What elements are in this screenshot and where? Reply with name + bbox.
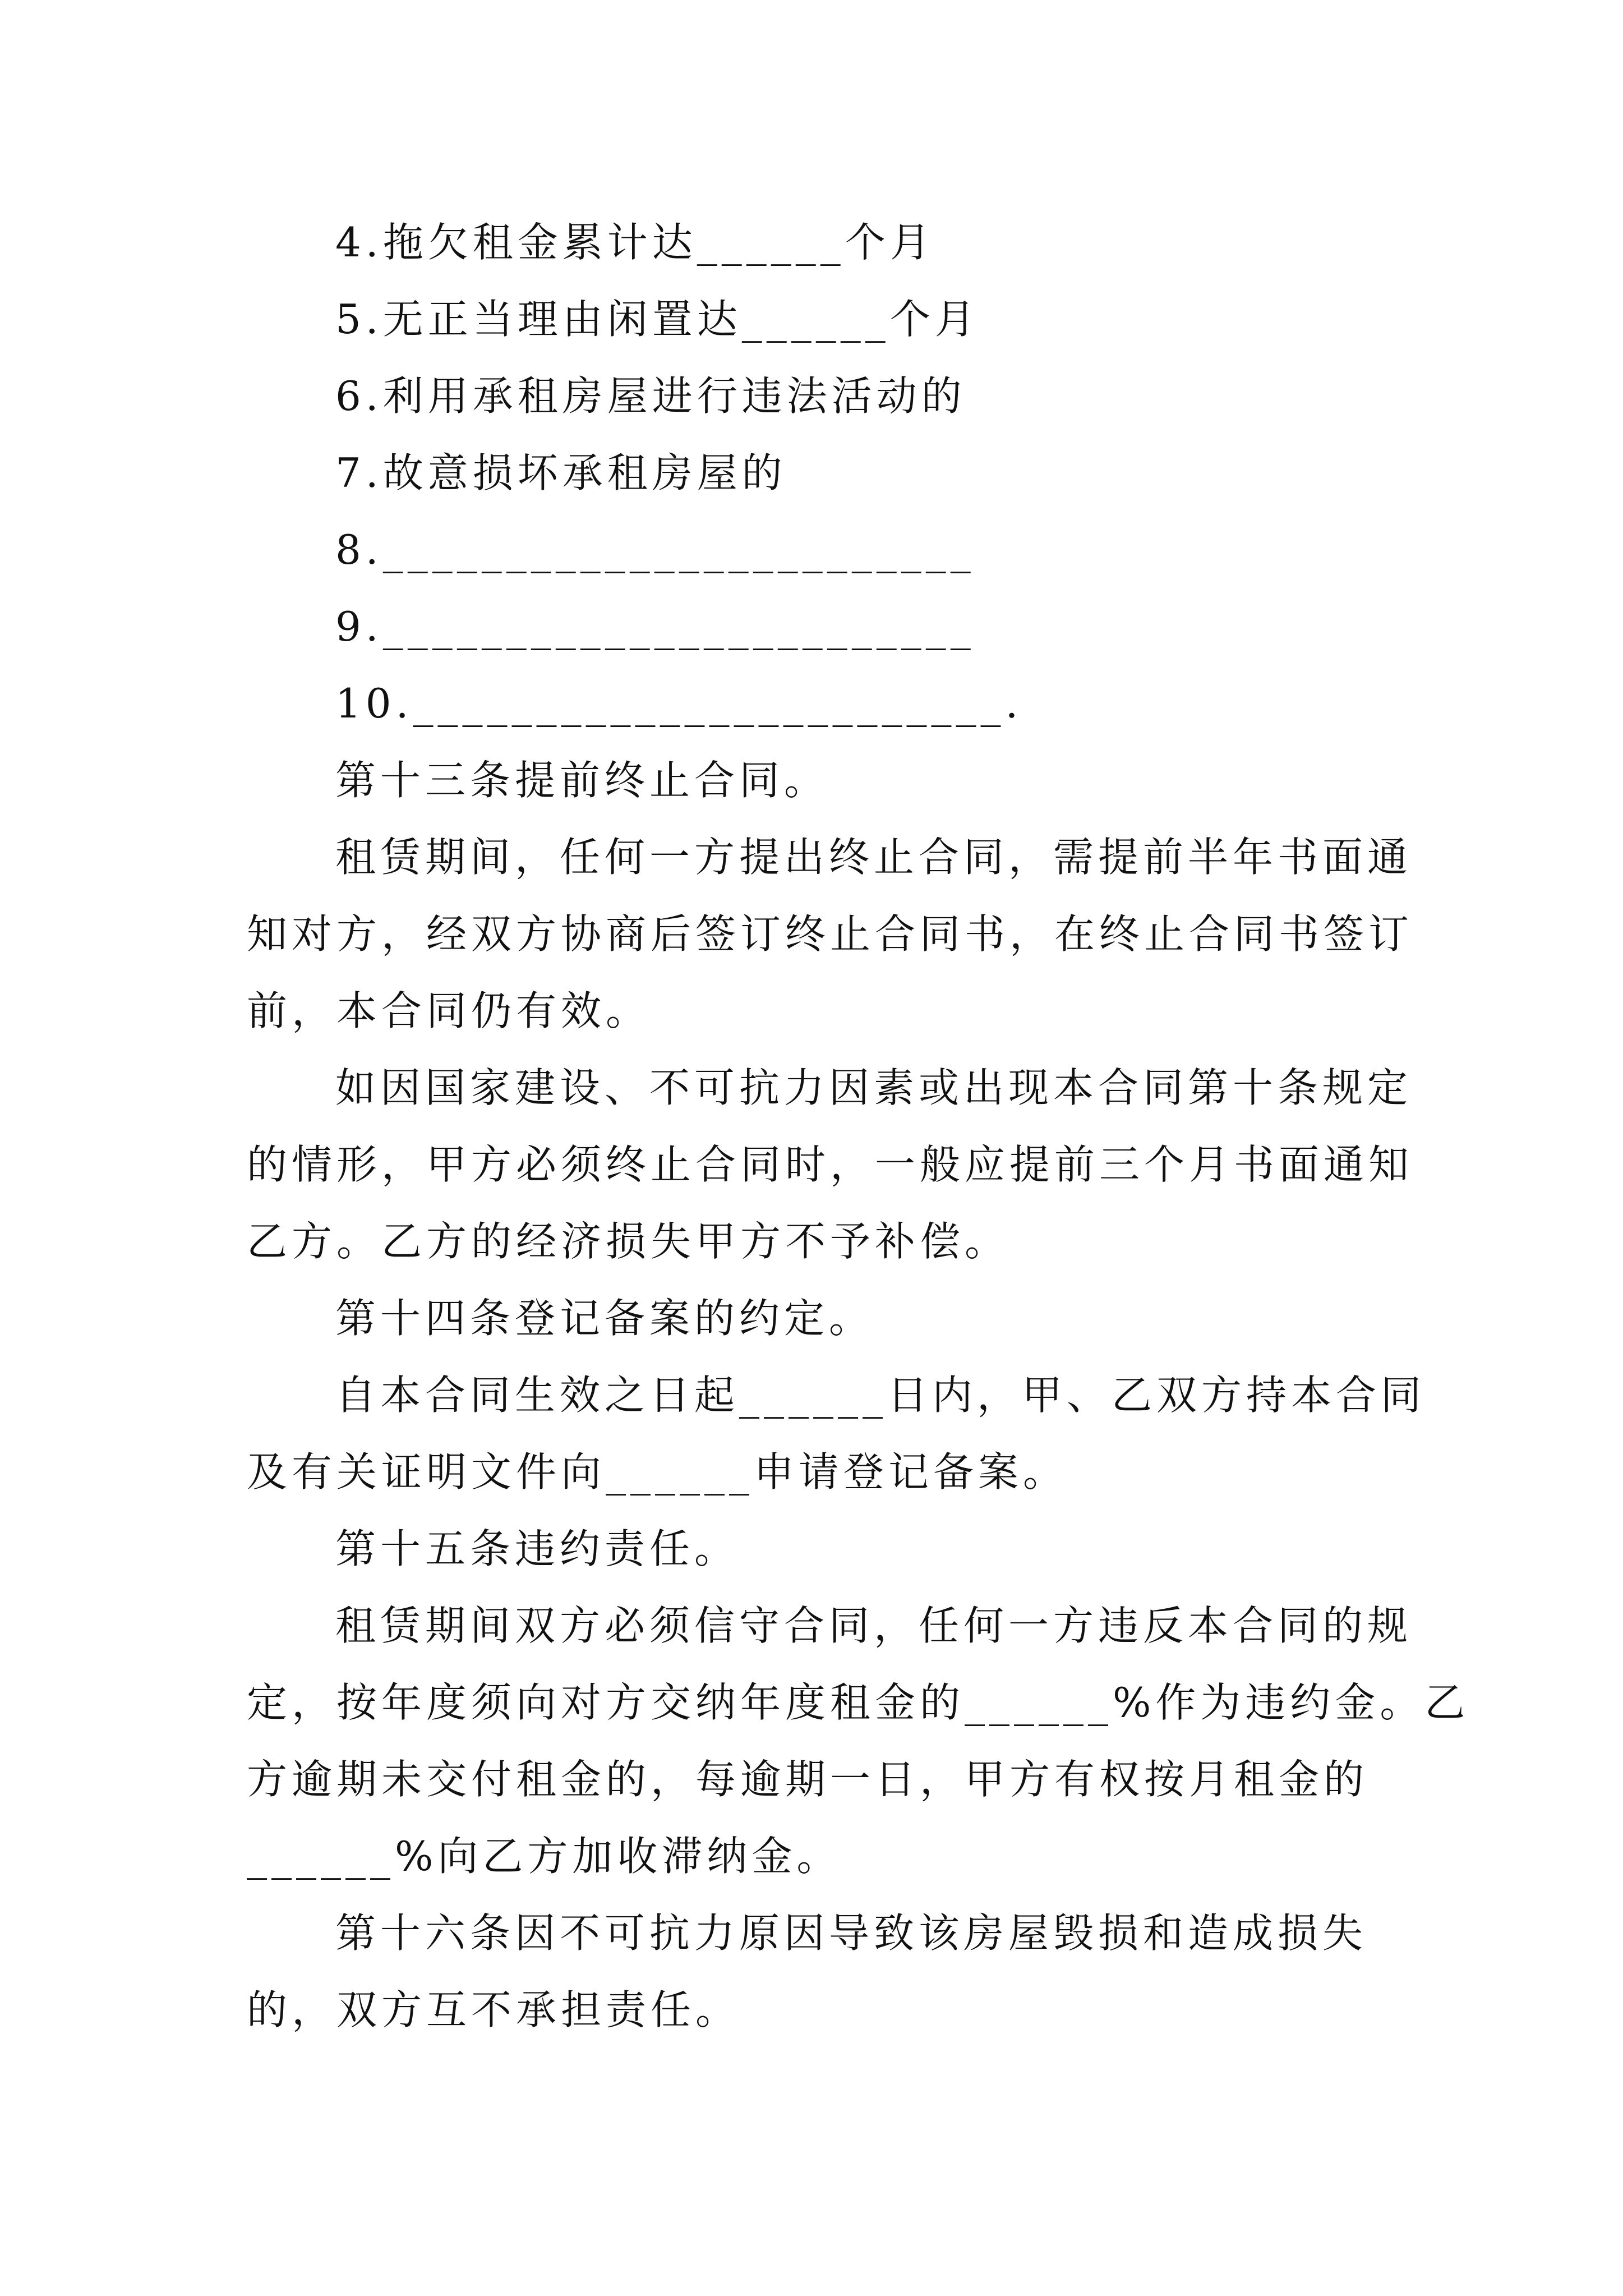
clause-line-8: 8.________________________ (335, 526, 975, 573)
paragraph-line: 的情形，甲方必须终止合同时，一般应提前三个月书面通知 (247, 1141, 1414, 1188)
paragraph-line: 及有关证明文件向______申请登记备案。 (247, 1448, 1068, 1496)
paragraph-line: ______%向乙方加收滞纳金。 (247, 1833, 842, 1880)
paragraph-line: 定，按年度须向对方交纳年度租金的______%作为违约金。乙 (247, 1679, 1470, 1726)
paragraph-line: 知对方，经双方协商后签订终止合同书，在终止合同书签订 (247, 910, 1414, 958)
article-13-heading: 第十三条提前终止合同。 (335, 757, 829, 804)
article-15-heading: 第十五条违约责任。 (335, 1525, 740, 1572)
paragraph-line: 方逾期未交付租金的，每逾期一日，甲方有权按月租金的 (247, 1756, 1369, 1803)
paragraph-line: 的，双方互不承担责任。 (247, 1986, 741, 2033)
article-14-heading: 第十四条登记备案的约定。 (335, 1295, 874, 1342)
paragraph-line: 前，本合同仍有效。 (247, 987, 651, 1034)
article-16-heading: 第十六条因不可抗力原因导致该房屋毁损和造成损失 (335, 1910, 1368, 1957)
paragraph-line: 租赁期间双方必须信守合同，任何一方违反本合同的规 (335, 1602, 1413, 1649)
clause-line-6: 6.利用承租房屋进行违法活动的 (335, 372, 966, 420)
clause-line-7: 7.故意损坏承租房屋的 (335, 449, 787, 496)
clause-line-9: 9.________________________ (335, 603, 975, 650)
paragraph-line: 自本合同生效之日起______日内，甲、乙双方持本合同 (335, 1372, 1426, 1419)
clause-line-4: 4.拖欠租金累计达______个月 (335, 219, 935, 266)
clause-line-10: 10.________________________. (335, 680, 1023, 727)
clause-line-5: 5.无正当理由闲置达______个月 (335, 296, 980, 343)
paragraph-line: 如因国家建设、不可抗力因素或出现本合同第十条规定 (335, 1064, 1413, 1111)
paragraph-line: 乙方。乙方的经济损失甲方不予补偿。 (247, 1218, 1010, 1265)
paragraph-line: 租赁期间，任何一方提出终止合同，需提前半年书面通 (335, 834, 1413, 881)
